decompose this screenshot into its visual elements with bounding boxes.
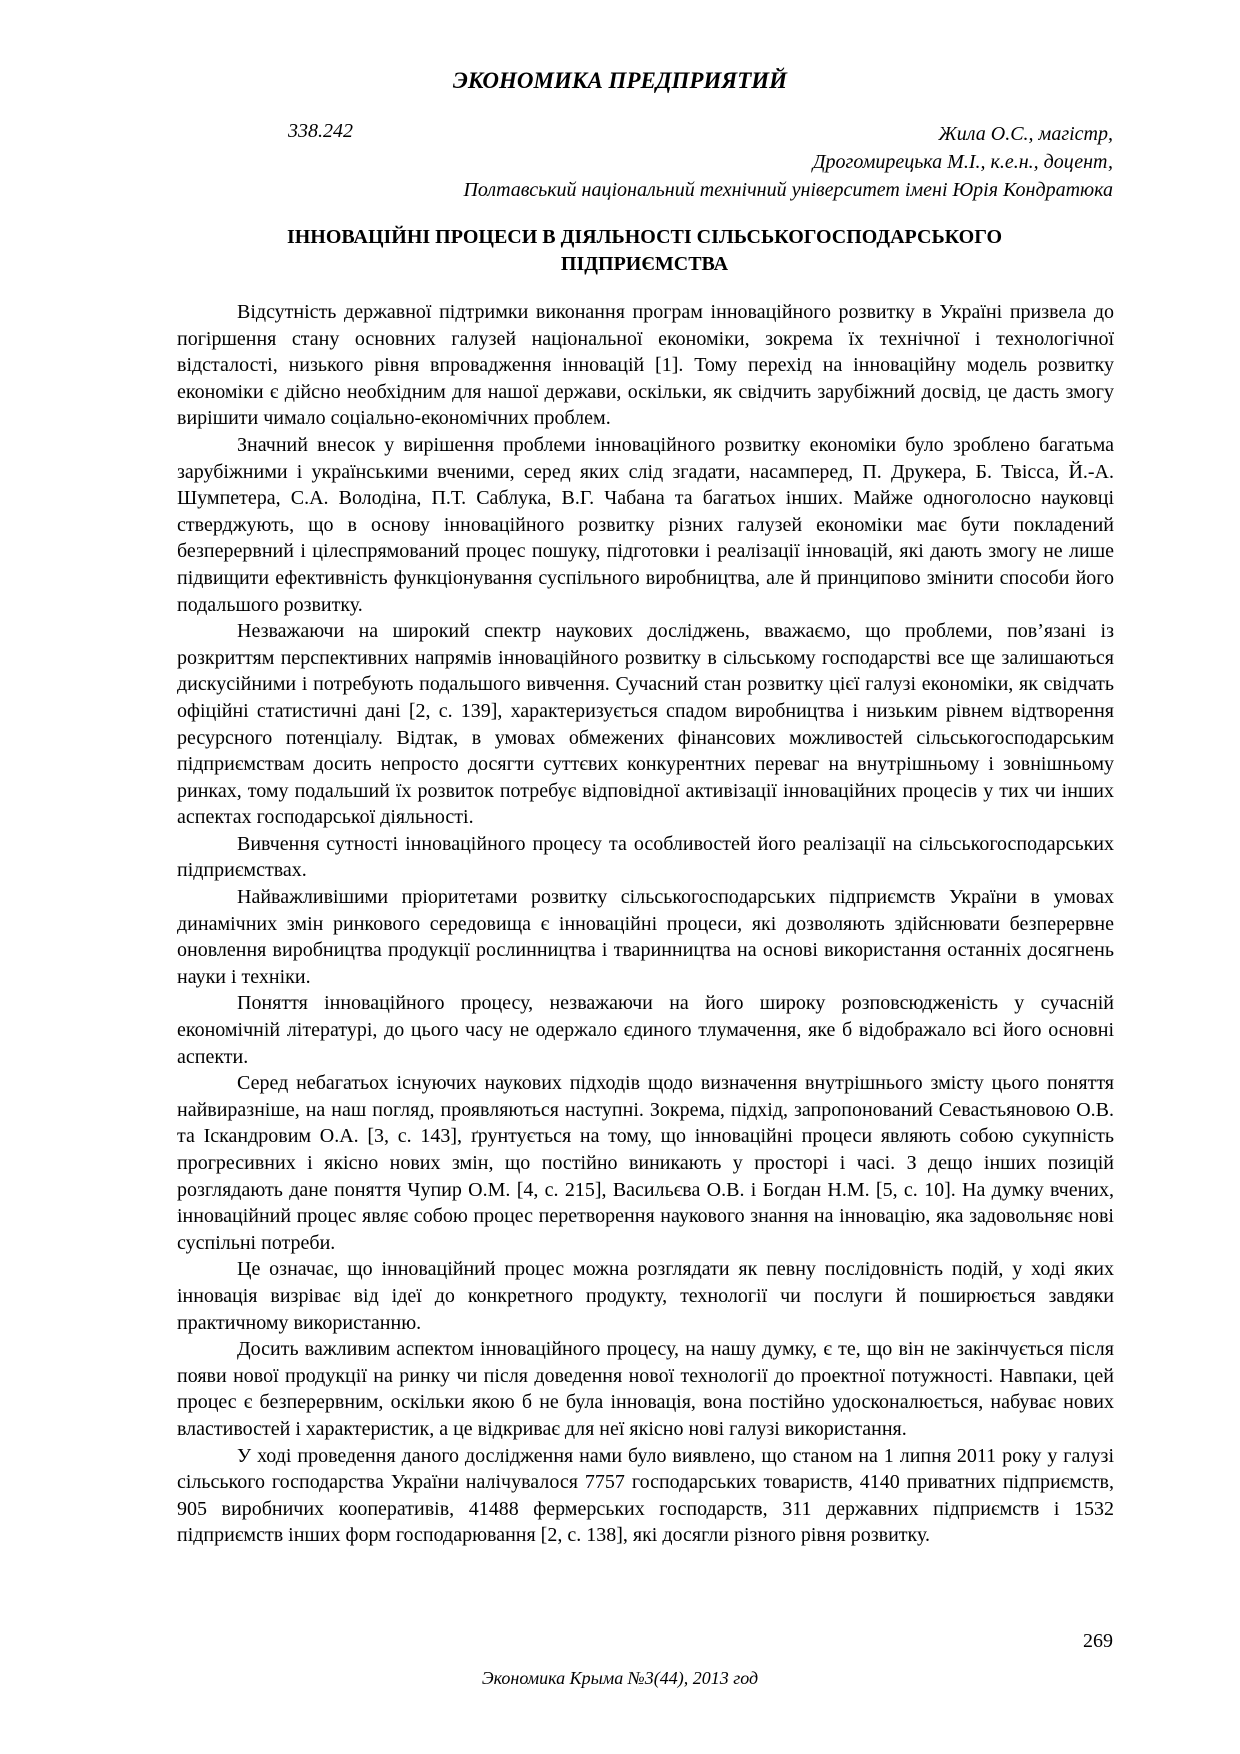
author-block — [463, 120, 1113, 204]
page-number: 269 — [1083, 1630, 1113, 1652]
section-heading: ЭКОНОМИКА ПРЕДПРИЯТИЙ — [452, 68, 788, 93]
paragraph: Вивчення сутності інноваційного процесу та особливостей його реалізації на сільськогосподарських підприємствах. — [177, 832, 1114, 882]
paragraph: Значний внесок у вирішення проблеми інноваційного розвитку економіки було зроблено багатьма зарубіжними і українськими вченими, серед яких слід згадати, насамперед, П. Друкера, Б. Твісса, Й.-А. Шумпетера, С.А. Володіна, П.Т. Саблука, В.Г. Чабана та багатьох інших. Майже одноголосно науковці стверджують, що в основу інноваційного розвитку різних галузей економіки має бути покладений безперервний і цілеспрямований процес пошуку, підготовки і реалізації інновацій, які дають змогу не лише підвищити ефективність функціонування суспільного виробництва, але й принципово змінити способи його подальшого розвитку. — [177, 433, 1114, 616]
paragraph: Це означає, що інноваційний процес можна розглядати як певну послідовність подій, у ході яких інновація визріває від ідеї до конкретного продукту, технології чи послуги й поширюється завдяки практичному використанню. — [177, 1258, 1114, 1334]
article-body — [177, 299, 1114, 1549]
udc-code: 338.242 — [288, 120, 353, 142]
author-1: Жила О.С., магістр, — [938, 123, 1113, 145]
paragraph: Найважливішими пріоритетами розвитку сільськогосподарських підприємств України в умовах динамічних змін ринкового середовища є інноваційні процеси, які дозволяють здійснювати безперервне оновлення виробництва продукції рослинництва і тваринництва на основі використання останніх досягнень науки і техніки. — [177, 886, 1114, 988]
title-line-1: ІННОВАЦІЙНІ ПРОЦЕСИ В ДІЯЛЬНОСТІ СІЛЬСЬКОГОСПОДАРСЬКОГО — [286, 226, 1003, 248]
paragraph: Відсутність державної підтримки виконання програм інноваційного розвитку в Україні призвела до погіршення стану основних галузей національної економіки, зокрема їх технічної і технологічної відсталості, низького рівня впровадження інновацій [1]. Тому перехід на інноваційну модель розвитку економіки є дійсно необхідним для нашої держави, оскільки, як свідчить зарубіжний досвід, це дасть змогу вирішити чимало соціально-економічних проблем. — [177, 301, 1114, 430]
author-2: Дрогомирецька М.І., к.е.н., доцент, — [812, 151, 1113, 173]
paragraph: У ході проведення даного дослідження нами було виявлено, що станом на 1 липня 2011 року у галузі сільського господарства України налічувалося 7757 господарських товариств, 4140 приватних підприємств, 905 виробничих кооперативів, 41488 фермерських господарств, 311 державних підприємств і 1532 підприємств інших форм господарювання [2, с. 138], які досягли різного рівня розвитку. — [177, 1444, 1114, 1547]
paragraph: Поняття інноваційного процесу, незважаючи на його широку розповсюдженість у сучасній економічній літературі, до цього часу не одержало єдиного тлумачення, яке б відображало всі його основні аспекти. — [177, 992, 1114, 1068]
article-title — [175, 224, 1114, 278]
paragraph: Досить важливим аспектом інноваційного процесу, на нашу думку, є те, що він не закінчується після появи нової продукції на ринку чи після доведення нової технології до проектної потужності. Навпаки, цей процес є безперервним, оскільки якою б не була інновація, вона постійно удосконалюється, набуває нових властивостей і характеристик, а це відкриває для неї якісно нові галузі використання. — [177, 1338, 1114, 1440]
paragraph: Серед небагатьох існуючих наукових підходів щодо визначення внутрішнього змісту цього поняття найвиразніше, на наш погляд, проявляються наступні. Зокрема, підхід, запропонований Севастьяновою О.В. та Іскандровим О.А. [3, с. 143], ґрунтується на тому, що інноваційні процеси являють собою сукупність прогресивних і якісно нових змін, що постійно виникають у просторі і часі. З дещо інших позицій розглядають дане поняття Чупир О.М. [4, с. 215], Васильєва О.В. і Богдан Н.М. [5, с. 10]. На думку вчених, інноваційний процес являє собою процес перетворення наукового знання на інновацію, яка задовольняє нові суспільні потреби. — [177, 1072, 1114, 1254]
journal-footer: Экономика Крыма №3(44), 2013 год — [481, 1668, 759, 1688]
paragraph: Незважаючи на широкий спектр наукових досліджень, вважаємо, що проблеми, пов’язані із розкриттям перспективних напрямів інноваційного розвитку в сільському господарстві все ще залишаються дискусійними і потребують подальшого вивчення. Сучасний стан розвитку цієї галузі економіки, як свідчать офіційні статистичні дані [2, с. 139], характеризується спадом виробництва і низьким рівнем відтворення ресурсного потенціалу. Відтак, в умовах обмежених фінансових можливостей сільськогосподарським підприємствам досить непросто досягти суттєвих конкурентних переваг на внутрішньому і зовнішньому ринках, тому подальший їх розвиток потребує відповідної активізації інноваційних процесів у тих чи інших аспектах господарської діяльності. — [177, 620, 1114, 829]
affiliation: Полтавський національний технічний університет імені Юрія Кондратюка — [463, 179, 1113, 201]
title-line-2: ПІДПРИЄМСТВА — [560, 253, 729, 275]
